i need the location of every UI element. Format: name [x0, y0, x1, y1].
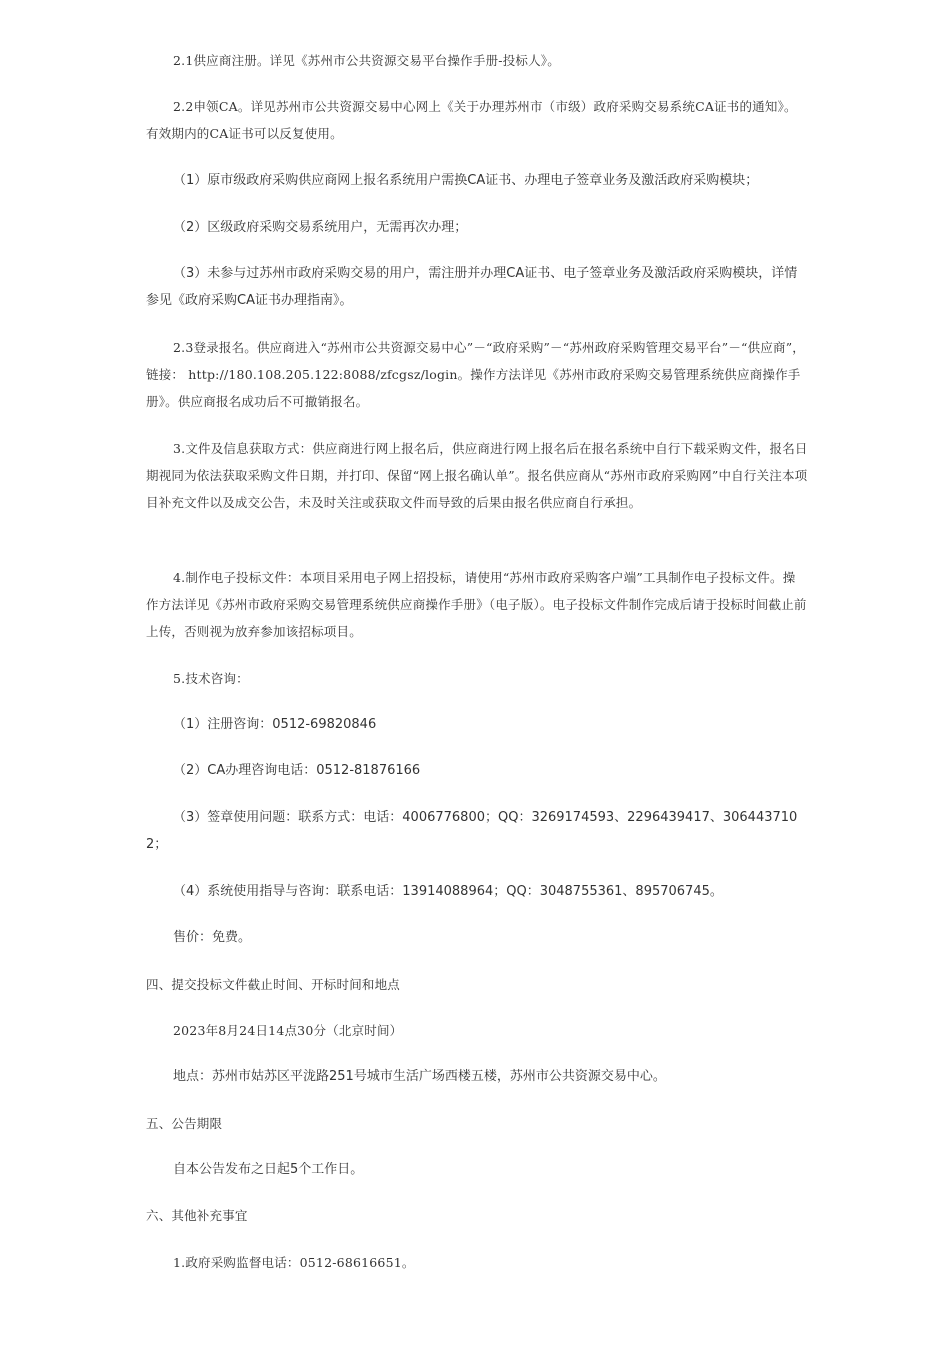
para-supervision-phone: 1.政府采购监督电话：0512-68616651。: [173, 1255, 415, 1270]
section-heading-5: 五、公告期限: [146, 1116, 223, 1131]
para-ca-item-1: （1）原市级政府采购供应商网上报名系统用户需换CA证书、办理电子签章业务及激活政府采购模块；: [173, 173, 759, 188]
para-login-registration: 2.3登录报名。供应商进入“苏州市公共资源交易中心”－“政府采购”－“苏州政府采购管理交易平台”－“供应商”，链接： http://180.108.205.122:8088/zfcgsz/login。操作方法详见《苏州市政府采购交易管理系统供应商操作手册》。供应商报名成功后不可撤销报名。: [146, 340, 806, 409]
section-heading-6: 六、其他补充事宜: [146, 1208, 248, 1223]
para-ca-item-3: （3）未参与过苏州市政府采购交易的用户，需注册并办理CA证书、电子签章业务及激活政府采购模块，详情参见《政府采购CA证书办理指南》。: [146, 266, 798, 308]
para-ca-application: 2.2申领CA。详见苏州市公共资源交易中心网上《关于办理苏州市（市级）政府采购交易系统CA证书的通知》。有效期内的CA证书可以反复使用。: [146, 99, 797, 141]
para-tech-consult-heading: 5.技术咨询：: [173, 671, 249, 686]
para-supplier-registration: 2.1供应商注册。详见《苏州市公共资源交易平台操作手册-投标人》。: [173, 53, 560, 68]
para-consult-registration: （1）注册咨询：0512-69820846: [173, 717, 377, 732]
para-deadline-time: 2023年8月24日14点30分（北京时间）: [173, 1023, 403, 1038]
para-location: 地点：苏州市姑苏区平泷路251号城市生活广场西楼五楼，苏州市公共资源交易中心。: [173, 1069, 666, 1084]
para-electronic-bid: 4.制作电子投标文件：本项目采用电子网上招投标，请使用“苏州市政府采购客户端”工具制作电子投标文件。操作方法详见《苏州市政府采购交易管理系统供应商操作手册》（电子版）。电子投标文件制作完成后请于投标时间截止前上传，否则视为放弃参加该招标项目。: [146, 570, 807, 639]
para-consult-signature: （3）签章使用问题：联系方式：电话：4006776800；QQ：3269174593、2296439417、3064437102；: [146, 810, 798, 852]
section-heading-4: 四、提交投标文件截止时间、开标时间和地点: [146, 977, 401, 992]
para-price: 售价：免费。: [173, 930, 252, 945]
para-document-acquisition: 3.文件及信息获取方式：供应商进行网上报名后，供应商进行网上报名后在报名系统中自行下载采购文件，报名日期视同为依法获取采购文件日期，并打印、保留“网上报名确认单”。报名供应商从“苏州市政府采购网”中自行关注本项目补充文件以及成交公告，未及时关注或获取文件而导致的后果由报名供应商自行承担。: [146, 441, 808, 510]
para-announcement-period: 自本公告发布之日起5个工作日。: [173, 1162, 364, 1177]
para-consult-ca: （2）CA办理咨询电话：0512-81876166: [173, 763, 421, 778]
para-consult-system: （4）系统使用指导与咨询：联系电话：13914088964；QQ：3048755361、895706745。: [173, 884, 723, 899]
para-ca-item-2: （2）区级政府采购交易系统用户，无需再次办理；: [173, 220, 468, 235]
